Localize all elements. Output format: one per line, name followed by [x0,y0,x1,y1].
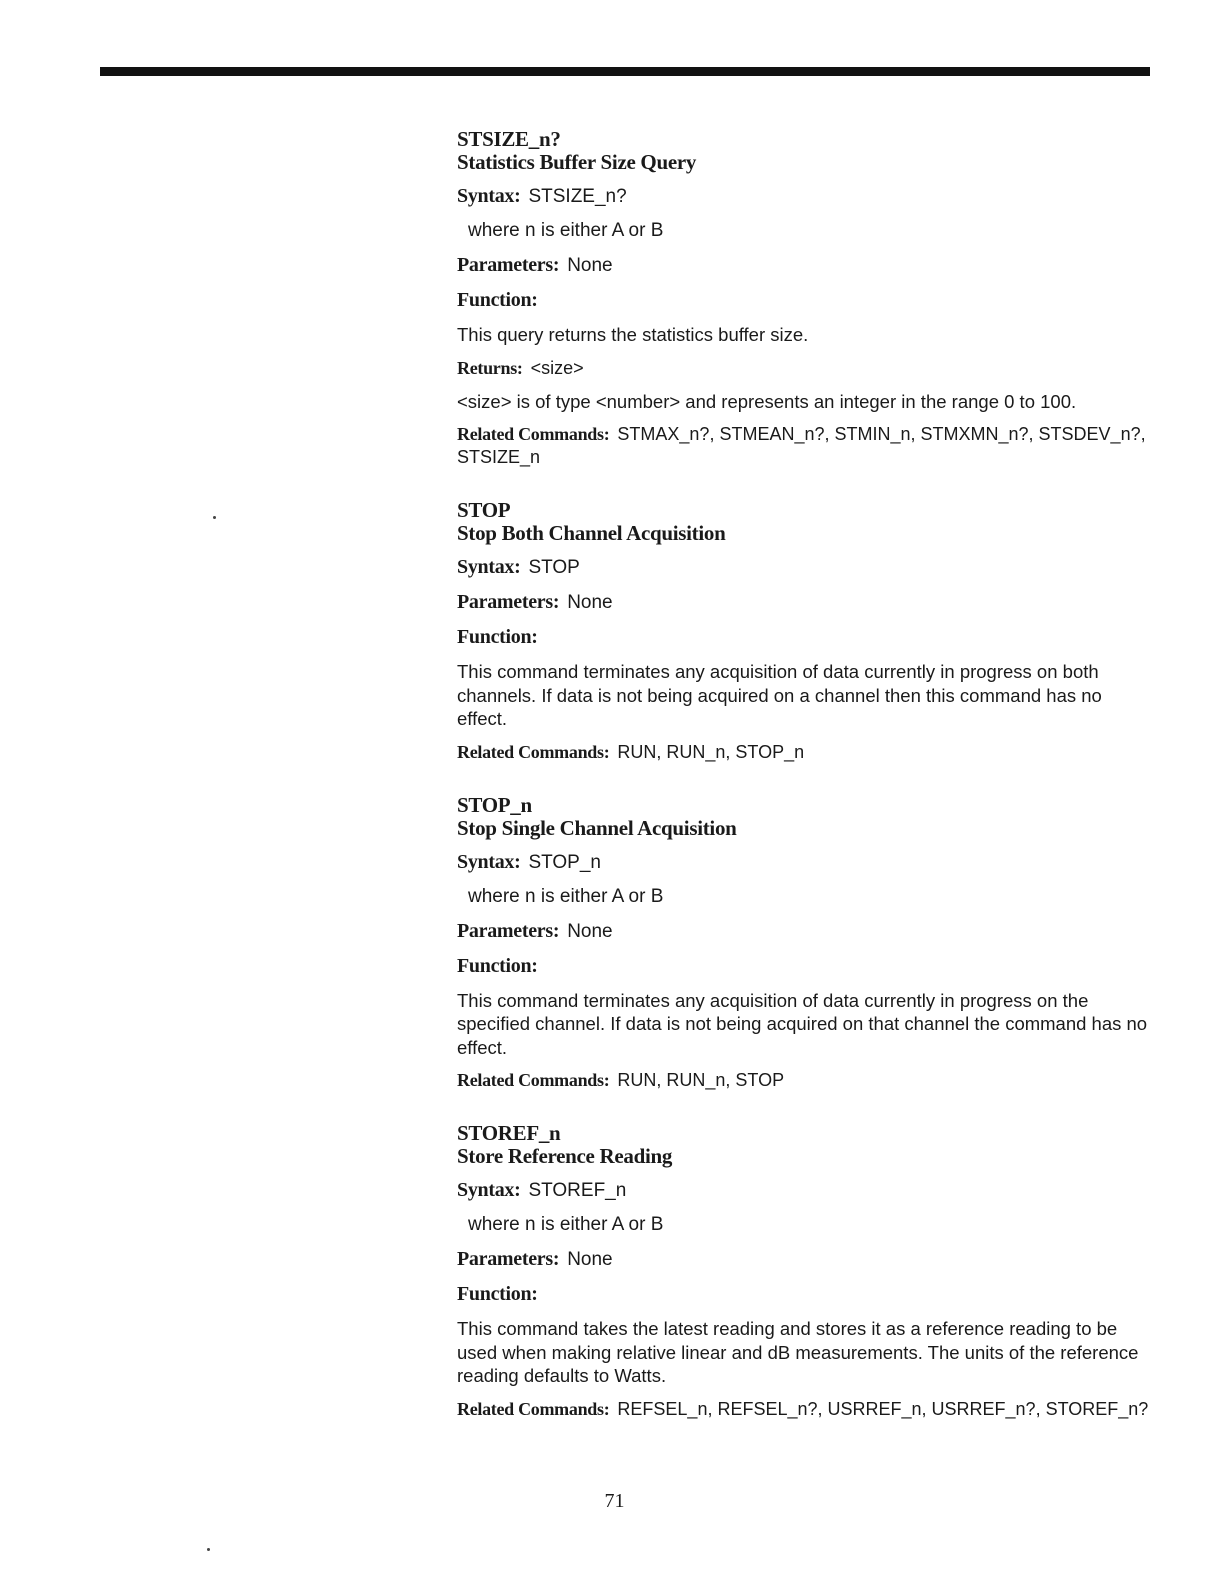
parameters-value: None [567,255,613,276]
syntax-label: Syntax: [457,850,521,873]
function-label: Function: [457,626,538,648]
parameters-row [457,590,1157,615]
parameters-row [457,1247,1157,1272]
related-row [457,741,1157,764]
command-title: Store Reference Reading [457,1144,673,1168]
function-row [457,288,1157,313]
command-name: STOP_n [457,792,532,817]
syntax-value: STOREF_n [528,1180,627,1201]
entry-storef-n [457,1122,1157,1421]
function-label: Function: [457,289,538,311]
syntax-row [457,850,1157,875]
syntax-value: STOP_n [528,851,601,873]
where-note: where n is either A or B [468,220,664,241]
returns-row [457,357,1157,380]
command-title: Statistics Buffer Size Query [457,150,697,174]
entry-stsize [457,128,1157,469]
related-row [457,423,1157,469]
returns-description: <size> is of type <number> and represents an integer in the range 0 to 100. [457,390,1077,412]
related-label: Related Commands: [457,1070,610,1090]
page-number: 71 [604,1490,625,1512]
command-name: STOP [457,498,511,522]
top-rule [100,67,1150,76]
parameters-value: None [567,920,613,942]
function-text: This command terminates any acquisition of data currently in progress on both channels. If data is not being acquired on a channel then this command has no effect. [457,661,1102,729]
function-text: This command terminates any acquisition of data currently in progress on the specified channel. If data is not being acquired on that channel the command has no effect. [457,989,1148,1058]
function-row [457,625,1157,650]
related-label: Related Commands: [457,741,610,762]
function-text: This command takes the latest reading and stores it as a reference reading to be used when making relative linear and dB measurements. The units of the reference reading defaults to Watts. [457,1318,1139,1386]
related-row [457,1069,1157,1092]
related-value: RUN, RUN_n, STOP_n [617,741,805,762]
syntax-row [457,555,1157,580]
where-note: where n is either A or B [468,885,664,907]
parameters-row [457,253,1157,278]
parameters-value: None [567,592,613,613]
related-label: Related Commands: [457,424,610,444]
parameters-label: Parameters: [457,591,560,613]
parameters-label: Parameters: [457,1248,560,1270]
returns-value: <size> [530,357,584,378]
related-label: Related Commands: [457,1398,610,1419]
returns-label: Returns: [457,357,523,378]
function-label: Function: [457,1283,538,1305]
related-value: REFSEL_n, REFSEL_n?, USRREF_n, USRREF_n?, STOREF_n? [617,1398,1149,1419]
syntax-value: STSIZE_n? [528,186,627,207]
related-value: STMAX_n?, STMEAN_n?, STMIN_n, STMXMN_n?, STSDEV_n?, STSIZE_n [457,424,1146,467]
function-label: Function: [457,954,538,977]
command-reference [457,128,1157,1451]
syntax-row [457,1178,1157,1203]
function-text: This query returns the statistics buffer size. [457,324,809,345]
scan-speck [213,516,216,519]
entry-stop [457,499,1157,764]
syntax-value: STOP [528,557,580,578]
syntax-row [457,184,1157,209]
parameters-label: Parameters: [457,254,560,276]
syntax-label: Syntax: [457,556,521,578]
parameters-row [457,919,1157,944]
command-title: Stop Single Channel Acquisition [457,815,737,840]
function-row [457,1282,1157,1307]
syntax-label: Syntax: [457,185,521,207]
function-row [457,954,1157,979]
parameters-value: None [567,1249,613,1270]
command-name: STSIZE_n? [457,127,561,151]
command-name: STOREF_n [457,1121,561,1145]
entry-stop-n [457,794,1157,1093]
parameters-label: Parameters: [457,919,560,942]
syntax-label: Syntax: [457,1179,521,1201]
command-title: Stop Both Channel Acquisition [457,521,726,545]
scan-speck [207,1548,210,1551]
related-row [457,1398,1157,1421]
where-note: where n is either A or B [468,1214,664,1235]
related-value: RUN, RUN_n, STOP [617,1070,785,1090]
